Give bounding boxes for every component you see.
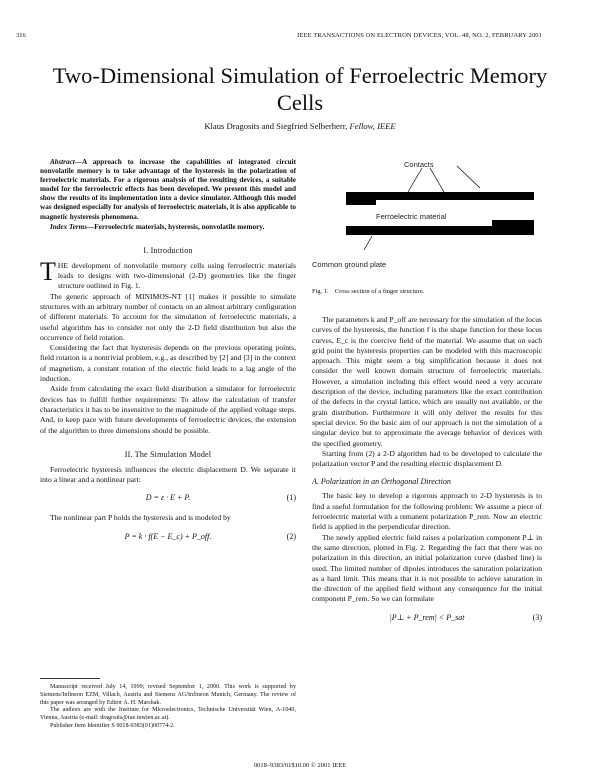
author-fellow: Fellow, IEEE	[349, 121, 396, 131]
index-terms	[40, 223, 296, 232]
right-column	[312, 158, 542, 633]
right-paragraph-4: The newly applied electric field raises a polarization component P⊥ in the same direction, plotted in Fig. 2. Regarding the fact that there was no polarization in this direction, an initial polarization curve (dashed line) is used. The limited number of dipoles introduces the saturation polarization as a hard limit. This means that it is not possible to achieve saturation in the direction of the applied field without any consequence for the initial component P_rem. So we can formulate	[312, 532, 542, 604]
figure-label-ground: Common ground plate	[312, 260, 387, 269]
equation-2-number: (2)	[286, 531, 296, 541]
footnote-rule	[40, 678, 100, 679]
page-number: 316	[16, 32, 26, 39]
equation-1-expr: D = ε · E + P.	[145, 493, 191, 503]
index-terms-text: Ferroelectric materials, hysteresis, nonvolatile memory.	[94, 222, 265, 231]
figure-1-caption	[312, 288, 542, 295]
equation-3-number: (3)	[532, 612, 542, 622]
figure-1	[312, 158, 542, 278]
drop-cap: T	[40, 256, 56, 286]
copyright-line: 0018–9383/01$10.00 © 2001 IEEE	[253, 762, 347, 769]
figure-1-number: Fig. 1.	[312, 288, 329, 295]
intro-paragraph-1	[40, 256, 296, 292]
footnote-identifier: Publisher Item Identifier S 0018-9383(01)00774-2.	[50, 722, 175, 729]
figure-label-material: Ferroelectric material	[376, 212, 447, 221]
model-paragraph-1: Ferroelectric hysteresis influences the electric displacement D. We separate it into a linear and a nonlinear part:	[40, 464, 296, 485]
figure-1-caption-text: Cross section of a finger structure.	[334, 288, 425, 295]
subsection-heading-polarization: A. Polarization in an Orthogonal Direction	[312, 477, 451, 487]
abstract-text: A approach to increase the capabilities of integrated circuit nonvolatile memory is to take advantage of the hysteresis in the polarization of ferroelectric materials. For a rigorous analysis of the resulting devices, a suitable model for the ferroelectric effects has been developed. We present this model and show the results of its implementation into a device simulator. Although this model was designed especially for analysis of ferroelectric materials, it is also applicable to magnetic hysteresis phenomena.	[40, 158, 296, 221]
index-terms-lead: Index Terms—	[50, 222, 95, 231]
figure-label-contacts: Contacts	[404, 160, 434, 169]
intro-paragraph-2: The generic approach of MINIMOS-NT [1] makes it possible to simulate structures with an arbitrary number of contacts on an almost arbitrary configuration of different materials. To account for the simulation of ferroelectric materials, a useful algorithm has to consider not only the 2-D field distribution but also the occurrence of field rotation.	[40, 291, 296, 342]
equation-2-expr: P = k · f(E − E_c) + P_off.	[124, 531, 212, 541]
footnote-manuscript: Manuscript received July 14, 1999; revised September 1, 2000. This work is supported by Siemens/Infineon EZM, Villach, Austria and Siemens AG/Infineon Munich, Germany. The review of this paper was arranged by Editor A. H. Marshak.	[40, 684, 296, 706]
equation-3	[312, 611, 542, 627]
intro-p1-text: HE development of nonvolatile memory cells using ferroelectric materials leads to designs with two-dimensional (2-D) geometries like the finger structure outlined in Fig. 1.	[57, 260, 296, 291]
equation-2	[40, 530, 296, 546]
intro-paragraph-3: Considering the fact that hysteresis depends on the previous operating points, field rotation is a nontrivial problem, e.g., as described by [2] and [3] in the context of magnetism, a constant rotation of the electric field leads to a lag angle of the induction.	[40, 343, 296, 384]
right-paragraph-3: The basic key to develop a rigorous approach to 2-D hysteresis is to find a useful formulation for the following problem: We assume a piece of ferroelectric material with a remanent polarization P_rem. Now an electric field is applied in the perpendicular direction.	[312, 491, 542, 532]
author-names: Klaus Dragosits and Siegfried Selberherr,	[204, 121, 350, 131]
right-paragraph-2: Starting from (2) a 2-D algorithm had to be developed to calculate the polarization vector P and the resulting electric displacement D.	[312, 448, 542, 469]
model-paragraph-2: The nonlinear part P holds the hysteresis and is modeled by	[50, 513, 231, 523]
equation-3-expr: |P⊥ + P_rem| < P_sat	[389, 612, 465, 622]
equation-1	[40, 491, 296, 507]
section-heading-simulation-model: II. The Simulation Model	[124, 449, 212, 459]
intro-paragraph-4: Aside from calculating the exact field distribution a simulator for ferroelectric devices has to fulfill further requirements: To allow the calculation of transfer characteristics it has to be insensitive to the magnitude of the applied voltage steps. And, to keep pace with future developments of ferroelectric devices, the extension of the algorithm to three dimensions should be possible.	[40, 384, 296, 435]
author-line	[40, 121, 560, 131]
paper-title: Two-Dimensional Simulation of Ferroelectric Memory Cells	[52, 63, 548, 115]
right-paragraph-1: The parameters k and P_off are necessary for the simulation of the locus curves of the hysteresis, the function f is the shape function for these locus curves, E_c is the coercive field of the material. We assume that on each grid point the hysteresis properties can be modeled with this macroscopic approach. This might seem a big simplification because it does not consider the well known domain structure of ferroelectric materials. However, a simulation including this effect would need a very accurate description of the device, including parameters like the exact contribution of the defects in the crystal lattice, which are usually not available, or the grain distribution. Furthermore it will only deliver the results for this special device. So the basic aim of our approach is not the simulation of a singular device but to approximate the average behavior of devices with the specified geometry.	[312, 315, 543, 448]
section-heading-introduction: I. Introduction	[143, 245, 193, 255]
footnote-affiliation: The authors are with the Institute for Microelectronics, Technische Universität Wien, A-1040, Vienna, Austria (e-mail: dragosits@iue.tuwien.ac.at).	[40, 707, 296, 722]
left-column	[40, 158, 296, 552]
equation-1-number: (1)	[286, 493, 296, 503]
abstract-lead: Abstract—	[50, 158, 82, 166]
abstract	[40, 158, 296, 222]
footnote	[40, 684, 296, 731]
journal-header: IEEE TRANSACTIONS ON ELECTRON DEVICES, VOL. 48, NO. 2, FEBRUARY 2001	[297, 32, 542, 39]
